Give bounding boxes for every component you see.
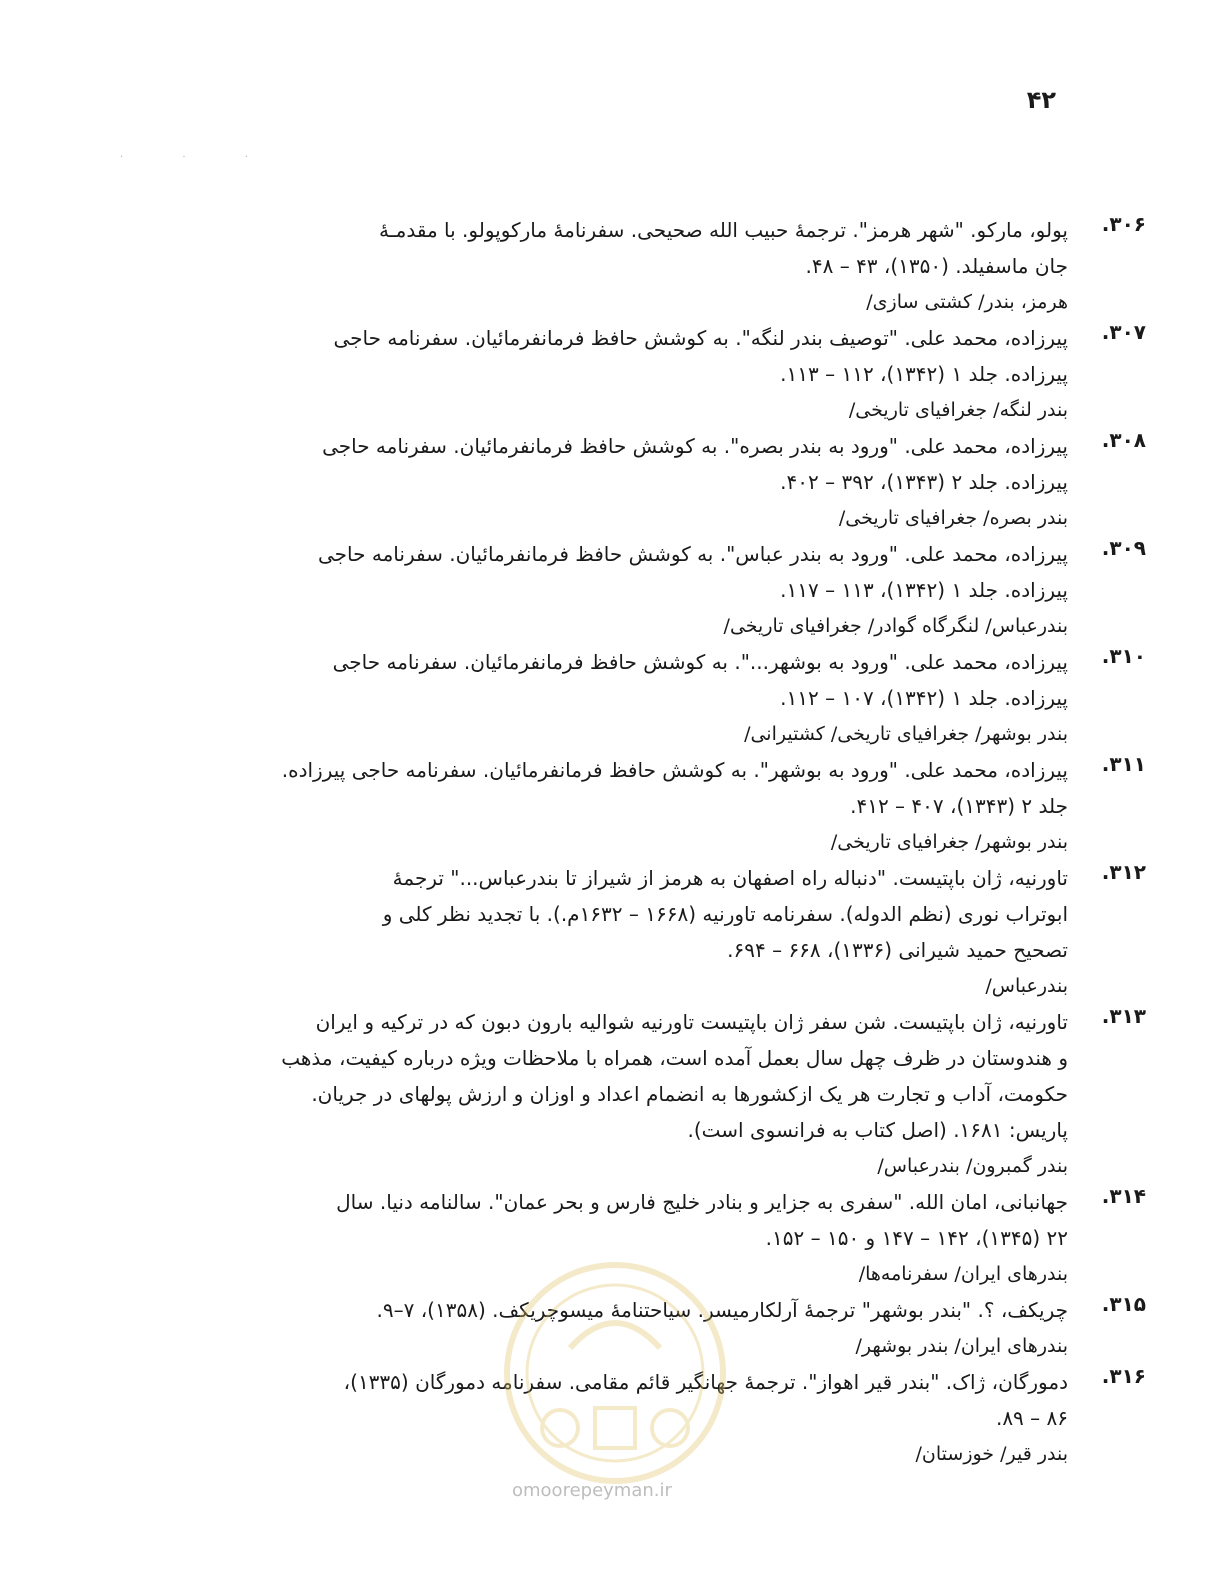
entry-subject-tags: بندر بوشهر/ جغرافیای تاریخی/ کشتیرانی/	[744, 723, 1068, 745]
entry-citation-line: پیرزاده، محمد علی. "ورود به بوشهر". به کوشش حافظ فرمانفرمائیان. سفرنامه حاجی پیرزاده.	[281, 758, 1068, 782]
entry-subject-tags: بندر بوشهر/ جغرافیای تاریخی/	[830, 831, 1068, 853]
entry-number: ۳۰۸.	[1101, 428, 1146, 452]
entry-subject-tags: بندرهای ایران/ سفرنامه‌ها/	[858, 1263, 1068, 1285]
entry-citation-line: ۲۲ (۱۳۴۵)، ۱۴۲ – ۱۴۷ و ۱۵۰ – ۱۵۲.	[765, 1226, 1068, 1250]
watermark-logo	[500, 1258, 730, 1488]
entry-citation-line: پیرزاده، محمد علی. "ورود به بندر عباس". به کوشش حافظ فرمانفرمائیان. سفرنامه حاجی	[318, 542, 1068, 566]
bibliography-entry	[188, 536, 1146, 644]
entry-citation-line: جان ماسفیلد. (۱۳۵۰)، ۴۳ – ۴۸.	[805, 254, 1068, 278]
entry-citation-line: و هندوستان در ظرف چهل سال بعمل آمده است، همراه با ملاحظات ویژه درباره کیفیت، مذهب	[281, 1046, 1068, 1070]
entry-citation-line: جلد ۲ (۱۳۴۳)، ۴۰۷ – ۴۱۲.	[850, 794, 1068, 818]
entry-citation-line: پولو، مارکو. "شهر هرمز". ترجمهٔ حبیب الله صحیحی. سفرنامهٔ مارکوپولو. با مقدمـهٔ	[379, 218, 1068, 242]
entry-number: ۳۰۹.	[1101, 536, 1146, 560]
entry-citation-line: پاریس: ۱۶۸۱. (اصل کتاب به فرانسوی است).	[687, 1118, 1068, 1142]
bibliography-entry	[188, 1004, 1146, 1184]
entry-citation-line: پیرزاده، محمد علی. "ورود به بندر بصره". به کوشش حافظ فرمانفرمائیان. سفرنامه حاجی	[322, 434, 1068, 458]
entry-citation-line: ابوتراب نوری (نظم الدوله). سفرنامه تاورنیه (۱۶۶۸ – ۱۶۳۲م.). با تجدید نظر کلی و	[382, 902, 1068, 926]
entry-number: ۳۱۵.	[1101, 1292, 1146, 1316]
entry-citation-line: پیرزاده. جلد ۱ (۱۳۴۲)، ۱۱۳ – ۱۱۷.	[780, 578, 1068, 602]
entry-subject-tags: بندر قیر/ خوزستان/	[915, 1443, 1068, 1465]
entry-number: ۳۰۶.	[1101, 212, 1146, 236]
entry-citation-line: پیرزاده. جلد ۱ (۱۳۴۲)، ۱۱۲ – ۱۱۳.	[780, 362, 1068, 386]
entry-citation-line: پیرزاده. جلد ۲ (۱۳۴۳)، ۳۹۲ – ۴۰۲.	[780, 470, 1068, 494]
entry-citation-line: تاورنیه، ژان باپتیست. شن سفر ژان باپتیست تاورنیه شوالیه بارون دبون که در ترکیه و ایران	[315, 1010, 1068, 1034]
entry-citation-line: ۸۶ – ۸۹.	[995, 1406, 1068, 1430]
bibliography-entry	[188, 752, 1146, 860]
entry-subject-tags: بندر لنگه/ جغرافیای تاریخی/	[848, 399, 1068, 421]
entry-citation-line: دمورگان، ژاک. "بندر قیر اهواز". ترجمهٔ جهانگیر قائم مقامی. سفرنامه دمورگان (۱۳۳۵)،	[343, 1370, 1068, 1394]
entry-number: ۳۱۴.	[1101, 1184, 1146, 1208]
entry-citation-line: پیرزاده، محمد علی. "ورود به بوشهر...". به کوشش حافظ فرمانفرمائیان. سفرنامه حاجی	[332, 650, 1068, 674]
entry-subject-tags: بندرعباس/	[985, 975, 1068, 997]
bibliography-entry	[188, 644, 1146, 752]
entry-number: ۳۱۱.	[1101, 752, 1146, 776]
entry-citation-line: جهانبانی، امان الله. "سفری به جزایر و بنادر خلیج فارس و بحر عمان". سالنامه دنیا. سال	[336, 1190, 1068, 1214]
bibliography-entry	[188, 860, 1146, 1004]
entry-subject-tags: هرمز، بندر/ کشتی سازی/	[866, 291, 1068, 313]
entry-citation-line: تاورنیه، ژان باپتیست. "دنباله راه اصفهان به هرمز از شیراز تا بندرعباس..." ترجمهٔ	[392, 866, 1068, 890]
bibliography-entry	[188, 320, 1146, 428]
entry-subject-tags: بندرعباس/ لنگرگاه گوادر/ جغرافیای تاریخی/	[723, 615, 1068, 637]
bibliography-entry	[188, 212, 1146, 320]
entry-citation-line: تصحیح حمید شیرانی (۱۳۳۶)، ۶۶۸ – ۶۹۴.	[727, 938, 1068, 962]
watermark-site: omoorepeyman.ir	[512, 1480, 672, 1501]
page-number: ۴۲	[1026, 86, 1056, 114]
entry-citation-line: حکومت، آداب و تجارت هر یک ازکشورها به انضمام اعداد و اوزان و ارزش پولهای در جریان.	[311, 1082, 1068, 1106]
entry-citation-line: پیرزاده، محمد علی. "توصیف بندر لنگه". به کوشش حافظ فرمانفرمائیان. سفرنامه حاجی	[333, 326, 1068, 350]
entry-number: ۳۱۲.	[1101, 860, 1146, 884]
scan-specks: · · ·	[120, 152, 276, 163]
entry-number: ۳۱۰.	[1101, 644, 1146, 668]
entry-number: ۳۰۷.	[1101, 320, 1146, 344]
bibliography-entry	[188, 428, 1146, 536]
entry-number: ۳۱۳.	[1101, 1004, 1146, 1028]
entry-citation-line: چریکف، ؟. "بندر بوشهر" ترجمهٔ آرلکارمیسر. سیاحتنامهٔ میسوچریکف. (۱۳۵۸)، ۷–۹.	[376, 1298, 1068, 1322]
entry-subject-tags: بندر بصره/ جغرافیای تاریخی/	[838, 507, 1068, 529]
entry-subject-tags: بندر گمبرون/ بندرعباس/	[877, 1155, 1068, 1177]
entry-subject-tags: بندرهای ایران/ بندر بوشهر/	[855, 1335, 1068, 1357]
entry-citation-line: پیرزاده. جلد ۱ (۱۳۴۲)، ۱۰۷ – ۱۱۲.	[780, 686, 1068, 710]
entry-number: ۳۱۶.	[1101, 1364, 1146, 1388]
